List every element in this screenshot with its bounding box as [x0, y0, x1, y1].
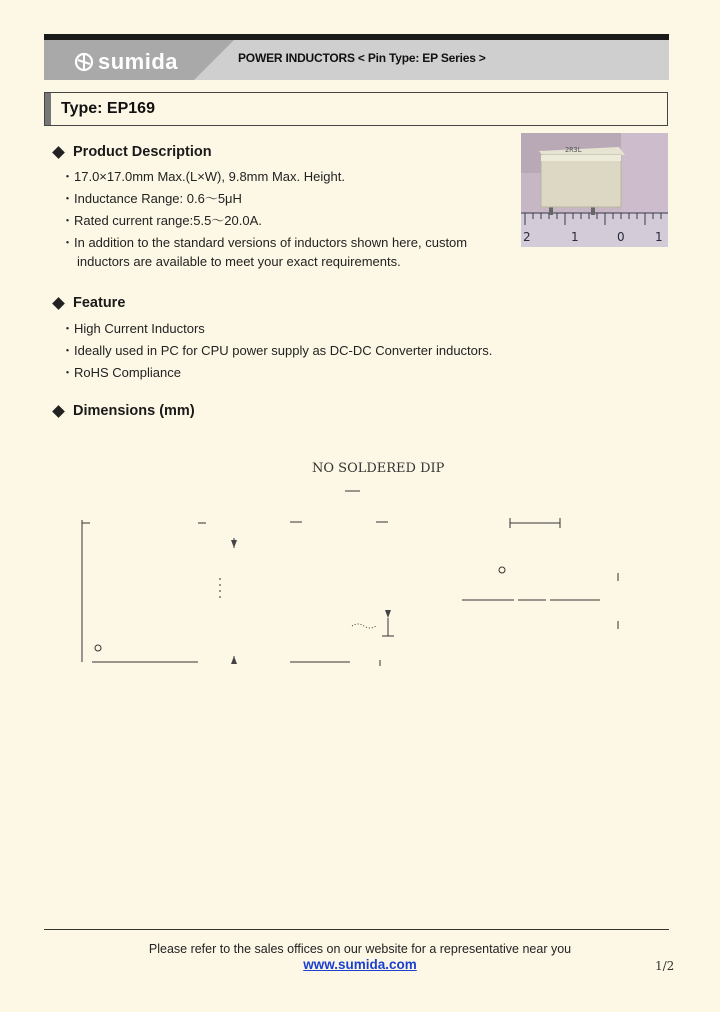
page-header [44, 40, 669, 80]
sumida-logo [74, 49, 178, 75]
feature-heading: Feature [52, 295, 125, 311]
ruler-number: 1 [571, 230, 579, 244]
diamond-bullet-icon [52, 405, 65, 418]
ruler-number: 2 [523, 230, 531, 244]
type-box-accent [45, 93, 51, 125]
dimensions-heading: Dimensions (mm) [52, 403, 195, 419]
ruler-number: 1 [655, 230, 663, 244]
type-label: Type: EP169 [61, 100, 155, 117]
ruler-number: 0 [617, 230, 625, 244]
description-line: inductors are available to meet your exact requirements. [77, 254, 401, 269]
logo-text: sumida [98, 49, 179, 74]
dimension-drawing [70, 478, 630, 688]
product-photo [521, 133, 668, 247]
component-marking: 2R3L [565, 146, 582, 154]
diamond-bullet-icon [52, 297, 65, 310]
product-description-heading: Product Description [52, 144, 212, 160]
feature-line: ・Ideally used in PC for CPU power supply as DC-DC Converter inductors. [61, 343, 493, 358]
footer-rule [44, 929, 669, 930]
description-line: ・In addition to the standard versions of inductors shown here, custom [61, 235, 468, 250]
feature-line: ・High Current Inductors [61, 321, 205, 336]
description-line: ・Rated current range:5.5～20.0A. [61, 213, 262, 228]
description-line: ・Inductance Range: 0.6～5μH [61, 191, 242, 206]
page-number: 1/2 [655, 959, 675, 973]
diamond-bullet-icon [52, 146, 65, 159]
sumida-mark-icon [74, 52, 94, 72]
drawing-title: NO SOLDERED DIP [312, 461, 445, 476]
series-title: POWER INDUCTORS < Pin Type: EP Series > [238, 51, 486, 65]
footer-note: Please refer to the sales offices on our website for a representative near you [148, 942, 572, 956]
feature-line: ・RoHS Compliance [61, 365, 181, 380]
website-link[interactable]: www.sumida.com [303, 957, 417, 972]
description-line: ・17.0×17.0mm Max.(L×W), 9.8mm Max. Height. [61, 169, 345, 184]
type-box [44, 92, 668, 126]
